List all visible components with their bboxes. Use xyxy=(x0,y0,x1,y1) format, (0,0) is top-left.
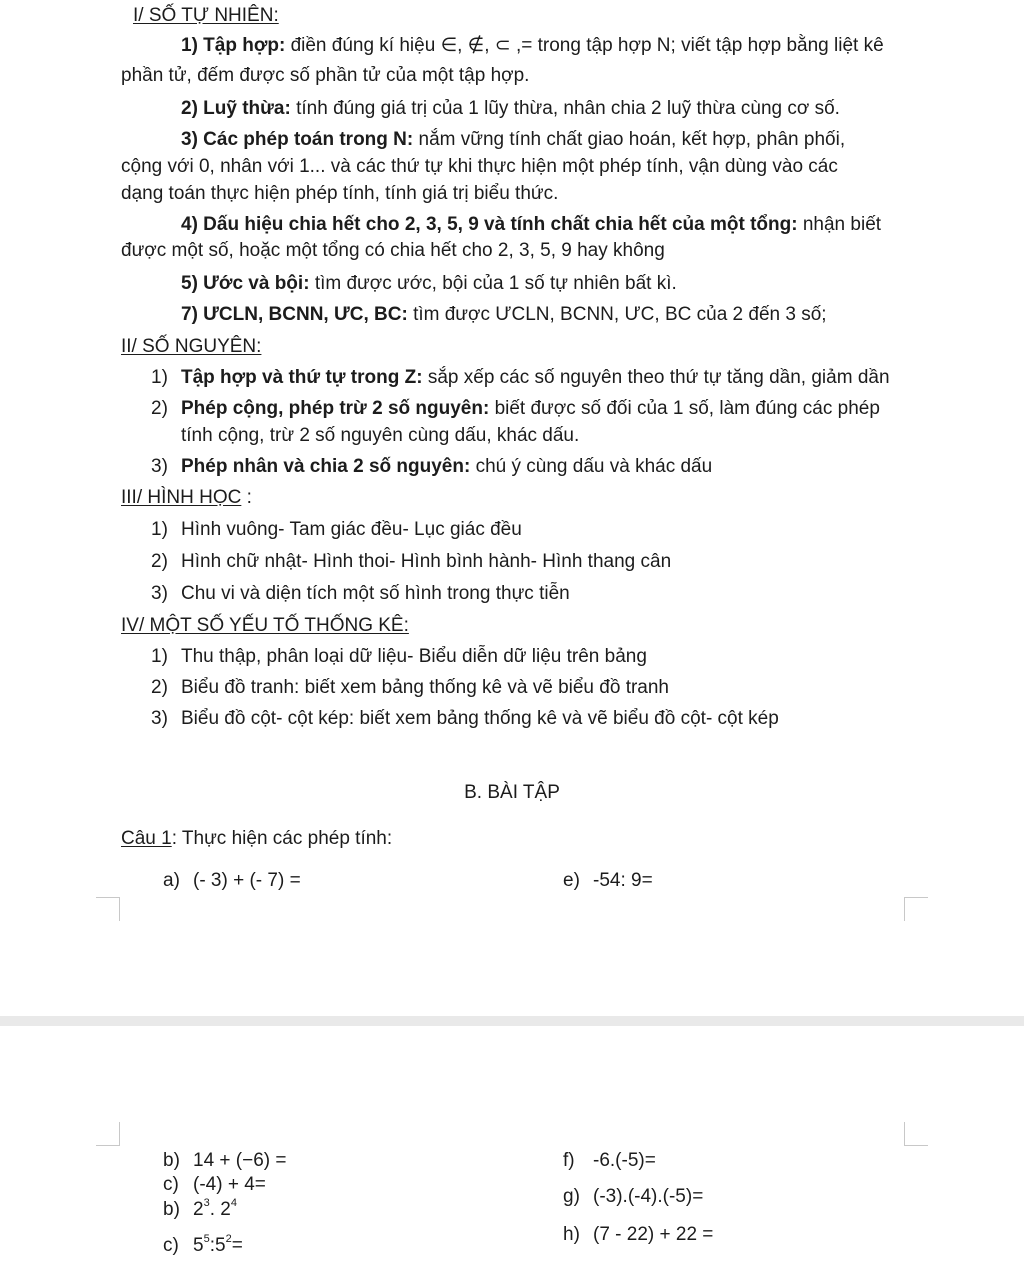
crop-mark-right xyxy=(904,1122,928,1146)
crop-mark-right xyxy=(904,897,928,921)
item-sets-cont: phần tử, đếm được số phần tử của một tập hợp. xyxy=(121,65,530,86)
section-heading-geometry: III/ HÌNH HỌC : xyxy=(121,487,252,508)
exercise-f: f) -6.(-5)= xyxy=(563,1150,656,1171)
statistics-item-2: 2) Biểu đồ tranh: biết xem bảng thống kê và vẽ biểu đồ tranh xyxy=(151,677,669,698)
item-divisibility-cont: được một số, hoặc một tổng có chia hết cho 2, 3, 5, 9 hay không xyxy=(121,240,665,261)
item-divisibility: 4) Dấu hiệu chia hết cho 2, 3, 5, 9 và tính chất chia hết của một tổng: nhận biết xyxy=(181,214,882,235)
item-operations-cont2: dạng toán thực hiện phép tính, tính giá trị biểu thức. xyxy=(121,183,559,204)
integers-item-1: 1) Tập hợp và thứ tự trong Z: sắp xếp các số nguyên theo thứ tự tăng dần, giảm dần xyxy=(151,367,890,388)
statistics-item-3: 3) Biểu đồ cột- cột kép: biết xem bảng thống kê và vẽ biểu đồ cột- cột kép xyxy=(151,708,779,729)
exercise-b-powers: b) $2^3$. $2^4$ xyxy=(163,1197,237,1220)
exercise-e: e) -54: 9= xyxy=(563,870,653,891)
item-divisors-multiples: 5) Ước và bội: tìm được ước, bội của 1 số tự nhiên bất kì. xyxy=(181,273,677,294)
exercise-b: b) 14 + (−6) = xyxy=(163,1150,287,1171)
page-separator xyxy=(0,1016,1024,1026)
section-heading-integers: II/ SỐ NGUYÊN: xyxy=(121,336,262,357)
item-powers: 2) Luỹ thừa: tính đúng giá trị của 1 lũy thừa, nhân chia 2 luỹ thừa cùng cơ số. xyxy=(181,98,840,119)
section-heading-statistics: IV/ MỘT SỐ YẾU TỐ THỐNG KÊ: xyxy=(121,615,409,636)
exercise-g: g) (-3).(-4).(-5)= xyxy=(563,1186,704,1207)
question-1: Câu 1: Thực hiện các phép tính: xyxy=(121,828,393,849)
geometry-item-2: 2) Hình chữ nhật- Hình thoi- Hình bình hành- Hình thang cân xyxy=(151,551,672,572)
exercise-a: a) (- 3) + (- 7) = xyxy=(163,870,301,891)
exercise-c: c) (-4) + 4= xyxy=(163,1174,266,1195)
item-operations-cont1: cộng với 0, nhân với 1... và các thứ tự khi thực hiện một phép tính, vận dùng vào các xyxy=(121,156,838,177)
crop-mark-left xyxy=(96,1122,120,1146)
item-sets: 1) Tập hợp: điền đúng kí hiệu ∈, ∉, ⊂ ,= trong tập hợp N; viết tập hợp bằng liệt kê xyxy=(181,35,884,56)
geometry-item-1: 1) Hình vuông- Tam giác đều- Lục giác đều xyxy=(151,519,522,540)
geometry-item-3: 3) Chu vi và diện tích một số hình trong thực tiễn xyxy=(151,583,570,604)
exercise-h: h) (7 - 22) + 22 = xyxy=(563,1224,714,1245)
integers-item-2-cont: tính cộng, trừ 2 số nguyên cùng dấu, khác dấu. xyxy=(181,425,580,446)
exercises-heading: B. BÀI TẬP xyxy=(464,782,560,803)
crop-mark-left xyxy=(96,897,120,921)
integers-item-2: 2) Phép cộng, phép trừ 2 số nguyên: biết được số đối của 1 số, làm đúng các phép xyxy=(151,398,880,419)
statistics-item-1: 1) Thu thập, phân loại dữ liệu- Biểu diễn dữ liệu trên bảng xyxy=(151,646,647,667)
item-gcd-lcm: 7) ƯCLN, BCNN, ƯC, BC: tìm được ƯCLN, BCNN, ƯC, BC của 2 đến 3 số; xyxy=(181,304,827,325)
section-heading-natural-numbers: I/ SỐ TỰ NHIÊN: xyxy=(133,5,279,26)
exercise-c-powers: c) $5^5:5^2=$ xyxy=(163,1233,243,1256)
document-page-2 xyxy=(0,1026,1024,1280)
integers-item-3: 3) Phép nhân và chia 2 số nguyên: chú ý cùng dấu và khác dấu xyxy=(151,456,713,477)
item-operations: 3) Các phép toán trong N: nắm vững tính chất giao hoán, kết hợp, phân phối, xyxy=(181,129,846,150)
